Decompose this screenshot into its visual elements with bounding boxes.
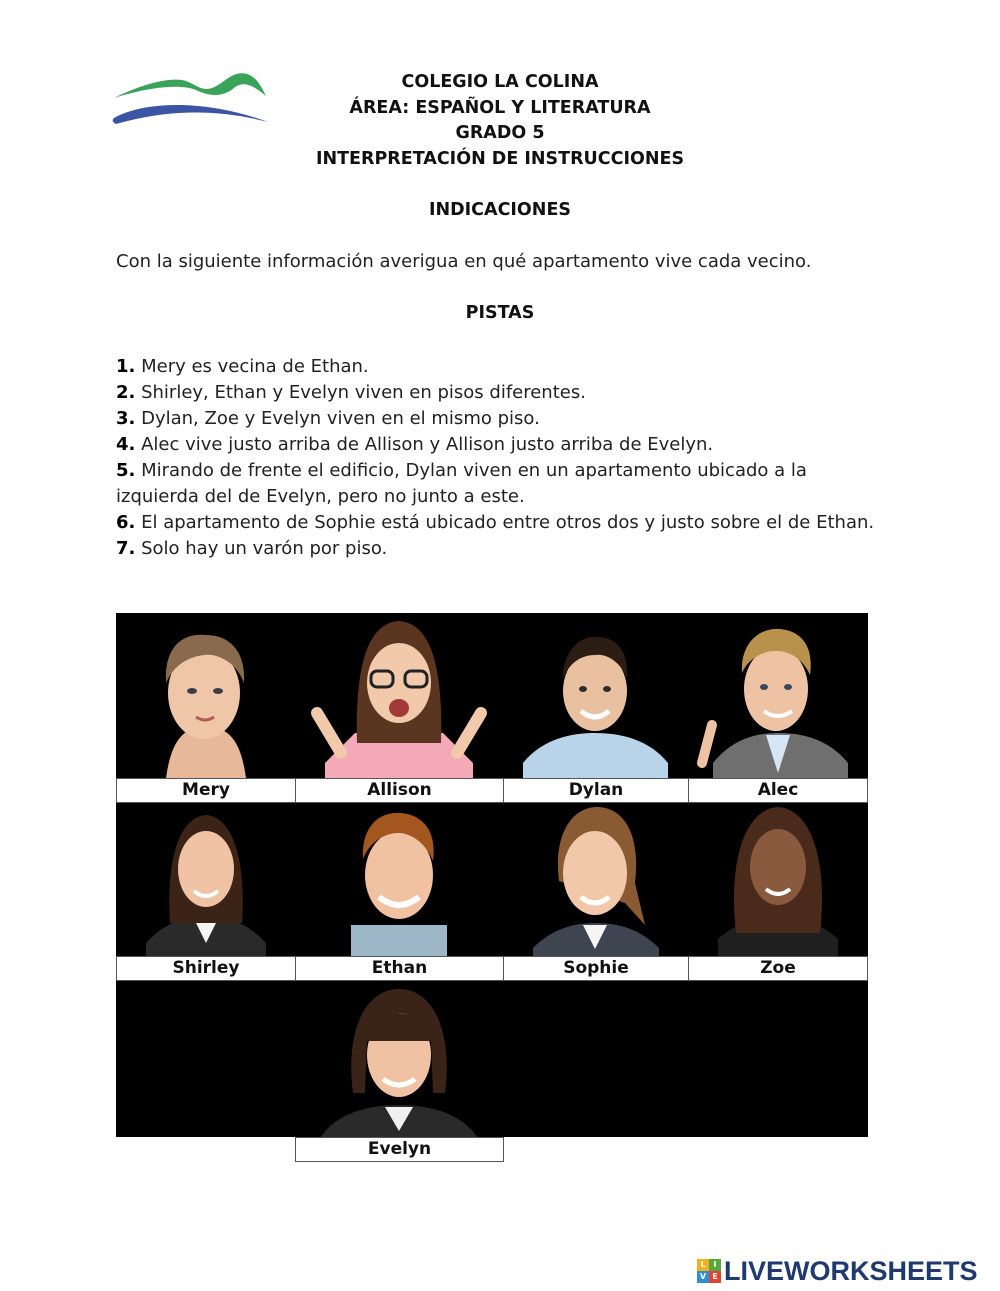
- subject-area: ÁREA: ESPAÑOL Y LITERATURA: [349, 97, 651, 118]
- photo-ethan[interactable]: [295, 803, 503, 956]
- man-portrait-icon: [295, 803, 503, 956]
- document-header: [0, 70, 1000, 173]
- clue-text: Shirley, Ethan y Evelyn viven en pisos diferentes.: [135, 382, 586, 403]
- clue-number: 7.: [116, 538, 136, 559]
- school-name: COLEGIO LA COLINA: [401, 72, 599, 92]
- clue-item: [116, 536, 876, 562]
- clue-item: [116, 406, 876, 432]
- woman-portrait-icon: [295, 981, 503, 1137]
- topic-title: INTERPRETACIÓN DE INSTRUCCIONES: [315, 149, 685, 170]
- photo-alec[interactable]: [688, 613, 868, 778]
- name-row-3: [116, 1137, 868, 1162]
- woman-portrait-icon: [503, 803, 688, 956]
- name-label: Ethan: [295, 956, 504, 981]
- photo-allison[interactable]: [295, 613, 503, 778]
- name-row-2: [116, 956, 868, 981]
- clue-item: [116, 432, 876, 458]
- indications-title: INDICACIONES: [428, 200, 572, 220]
- name-label: Shirley: [116, 956, 296, 981]
- name-label: Allison: [295, 778, 504, 803]
- photo-row-2: [116, 803, 868, 956]
- liveworksheets-brand: [697, 1257, 978, 1285]
- grade-level: GRADO 5: [455, 123, 545, 144]
- clue-number: 1.: [116, 356, 136, 377]
- name-label: Dylan: [503, 778, 689, 803]
- clue-text: Alec vive justo arriba de Allison y Allison justo arriba de Evelyn.: [135, 434, 714, 455]
- liveworksheets-logo-icon: L I V E: [697, 1259, 721, 1283]
- name-row-1: [116, 778, 868, 803]
- clue-text: Mirando de frente el edificio, Dylan viven en un apartamento ubicado a la izquierda del de Evelyn, pero no junto a este.: [116, 460, 807, 507]
- photo-row-1: [116, 613, 868, 778]
- name-label: Sophie: [503, 956, 689, 981]
- photo-sophie[interactable]: [503, 803, 688, 956]
- photo-mery[interactable]: [116, 613, 295, 778]
- man-suit-portrait-icon: [688, 613, 868, 778]
- indications-text: Con la siguiente información averigua en qué apartamento vive cada vecino.: [116, 251, 812, 272]
- name-label: Mery: [116, 778, 296, 803]
- clue-number: 5.: [116, 460, 136, 481]
- woman-portrait-icon: [116, 613, 295, 778]
- woman-glasses-portrait-icon: [295, 613, 503, 778]
- clue-text: El apartamento de Sophie está ubicado entre otros dos y justo sobre el de Ethan.: [135, 512, 875, 533]
- photo-shirley[interactable]: [116, 803, 295, 956]
- clue-text: Dylan, Zoe y Evelyn viven en el mismo piso.: [135, 408, 540, 429]
- clue-number: 2.: [116, 382, 136, 403]
- photo-evelyn[interactable]: [295, 981, 503, 1137]
- clue-number: 6.: [116, 512, 136, 533]
- clue-item: [116, 380, 876, 406]
- man-portrait-icon: [503, 613, 688, 778]
- photo-row-3: [116, 981, 868, 1137]
- brand-name: LIVEWORKSHEETS: [724, 1255, 978, 1286]
- clues-list: [116, 354, 876, 562]
- clue-item: [116, 458, 876, 510]
- woman-portrait-icon: [688, 803, 868, 956]
- woman-portrait-icon: [116, 803, 295, 956]
- name-label: Zoe: [688, 956, 868, 981]
- photo-zoe[interactable]: [688, 803, 868, 956]
- clue-text: Mery es vecina de Ethan.: [135, 356, 369, 377]
- clue-number: 4.: [116, 434, 136, 455]
- name-label: Alec: [688, 778, 868, 803]
- clue-text: Solo hay un varón por piso.: [135, 538, 388, 559]
- photo-dylan[interactable]: [503, 613, 688, 778]
- clue-item: [116, 510, 876, 536]
- clue-item: [116, 354, 876, 380]
- clues-title: PISTAS: [465, 303, 535, 323]
- clue-number: 3.: [116, 408, 136, 429]
- name-label: Evelyn: [295, 1137, 504, 1162]
